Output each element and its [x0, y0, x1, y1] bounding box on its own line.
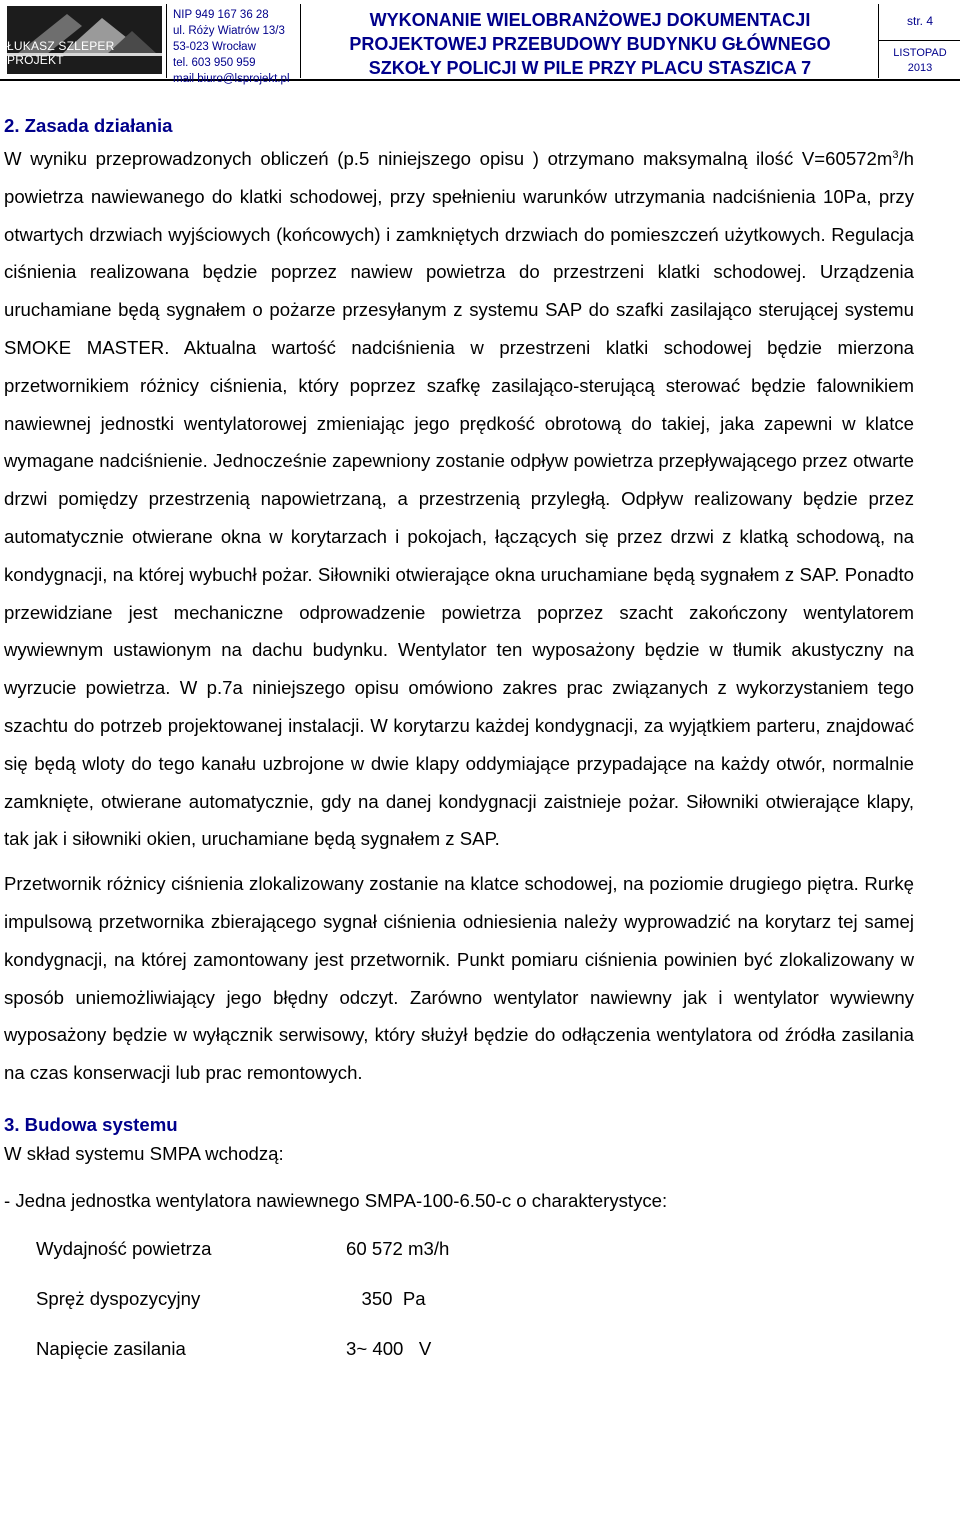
contact-email: mail biuro@lsprojekt.pl	[173, 73, 290, 85]
date-year: 2013	[907, 62, 933, 74]
table-row	[36, 1274, 449, 1324]
section-3	[4, 1111, 914, 1374]
document-body	[4, 112, 914, 1374]
table-row	[36, 1224, 449, 1274]
table-row	[36, 1324, 449, 1374]
company-logo	[7, 6, 162, 74]
contact-phone: tel. 603 950 959	[173, 57, 256, 69]
spec-label: Spręż dyspozycyjny	[36, 1287, 201, 1309]
section-heading: 2. Zasada działania	[4, 115, 173, 136]
document-date	[880, 46, 960, 76]
title-line: WYKONANIE WIELOBRANŻOWEJ DOKUMENTACJI	[369, 10, 811, 30]
page-number: str. 4	[906, 14, 933, 28]
list-item: - Jedna jednostka wentylatora nawiewnego SMPA-100-6.50-c o charakterystyce:	[4, 1189, 668, 1211]
title-line: PROJEKTOWEJ PRZEBUDOWY BUDYNKU GŁÓWNEGO	[349, 34, 831, 54]
logo-text: ŁUKASZ SZLEPER PROJEKT	[7, 39, 115, 67]
contact-street: ul. Róży Wiatrów 13/3	[173, 25, 285, 37]
paragraph-text: W wyniku przeprowadzonych obliczeń (p.5 niniejszego opisu ) otrzymano maksymalną ilość V=60572m	[4, 148, 893, 169]
spec-label: Napięcie zasilania	[36, 1337, 186, 1359]
contact-city: 53-023 Wrocław	[173, 41, 256, 53]
header-divider	[166, 4, 167, 78]
superscript: 3	[892, 148, 899, 161]
title-line: SZKOŁY POLICJI W PILE PRZY PLACU STASZICA 7	[368, 58, 812, 78]
paragraph	[4, 140, 914, 858]
paragraph: Przetwornik różnicy ciśnienia zlokalizowany zostanie na klatce schodowej, na poziomie drugiego piętra. Rurkę impulsową przetwornika zbierającego sygnał ciśnienia odniesienia należy wyprowadzić na korytarz tej samej kondygnacji, na której zamontowany jest przetwornik. Punkt pomiaru ciśnienia powinien być zlokalizowany w sposób uniemożliwiający jego błędny odczyt. Zarówno wentylator nawiewny jak i wentylator wywiewny wyposażony będzie w wyłącznik serwisowy, który służył będzie do odłączenia wentylatora od źródła zasilania na czas konserwacji lub prac remontowych.	[4, 873, 914, 1084]
specs-table	[36, 1224, 449, 1374]
spec-value: 3~ 400 V	[346, 1337, 432, 1359]
spec-value: 350 Pa	[346, 1287, 426, 1309]
contact-block	[173, 7, 290, 87]
header-divider	[879, 40, 960, 41]
page-header	[0, 0, 960, 85]
spec-value: 60 572 m3/h	[346, 1237, 450, 1259]
section-intro: W skład systemu SMPA wchodzą:	[4, 1142, 284, 1164]
paragraph-text: /h powietrza nawiewanego do klatki schodowej, przy spełnieniu warunków utrzymania nadciśnienia 10Pa, przy otwartych drzwiach wyjściowych (końcowych) i zamkniętych drzwiach do pomieszczeń użytkowych. Regulacja ciśnienia realizowana będzie poprzez nawiew powietrza do przestrzeni klatki schodowej. Urządzenia uruchamiane będą sygnałem o pożarze przesyłanym z systemu SAP do szafki zasilająco sterującej systemu SMOKE MASTER. Aktualna wartość nadciśnienia w przestrzeni klatki schodowej będzie mierzona przetwornikiem różnicy ciśnienia, który poprzez szafkę zasilająco-sterującą sterować będzie falownikiem nawiewnej jednostki wentylatorowej zmieniając jego prędkość obrotową do takiej, jaka zapewni w klatce wymagane nadciśnienie. Jednocześnie zapewniony zostanie odpływ powietrza przepływającego przez otwarte drzwi pomiędzy przestrzenią napowietrzaną, a przestrzenią przyległą. Odpływ realizowany będzie przez automatycznie otwierane okna w korytarzach i pokojach, łączących się przez drzwi z klatką schodową, na kondygnacji, na której wybuchł pożar. Siłowniki otwierające okna uruchamiane będą sygnałem z SAP. Ponadto przewidziane jest mechaniczne odprowadzenie powietrza poprzez szacht zakończony wentylatorem wywiewnym ustawionym na dachu budynku. Wentylator ten wyposażony będzie w tłumik akustyczny na wyrzucie powietrza. W p.7a niniejszego opisu omówiono zakres prac związanych z wykorzystaniem tego szachtu do potrzeb projektowanej instalacji. W korytarzu każdej kondygnacji, za wyjątkiem parteru, znajdować się będą wloty do tego kanału uzbrojone w dwie klapy oddymiające przypadające na każdy otwór, normalnie zamknięte, otwierane automatycznie, gdy na danej kondygnacji zaistnieje pożar. Siłowniki otwierające klapy, tak jak i siłowniki okien, uruchamiane będą sygnałem z SAP.	[4, 148, 914, 850]
date-month: LISTOPAD	[893, 47, 947, 59]
spec-label: Wydajność powietrza	[36, 1237, 212, 1259]
section-heading: 3. Budowa systemu	[4, 1113, 178, 1135]
contact-nip: NIP 949 167 36 28	[173, 9, 269, 21]
document-title	[300, 8, 880, 80]
